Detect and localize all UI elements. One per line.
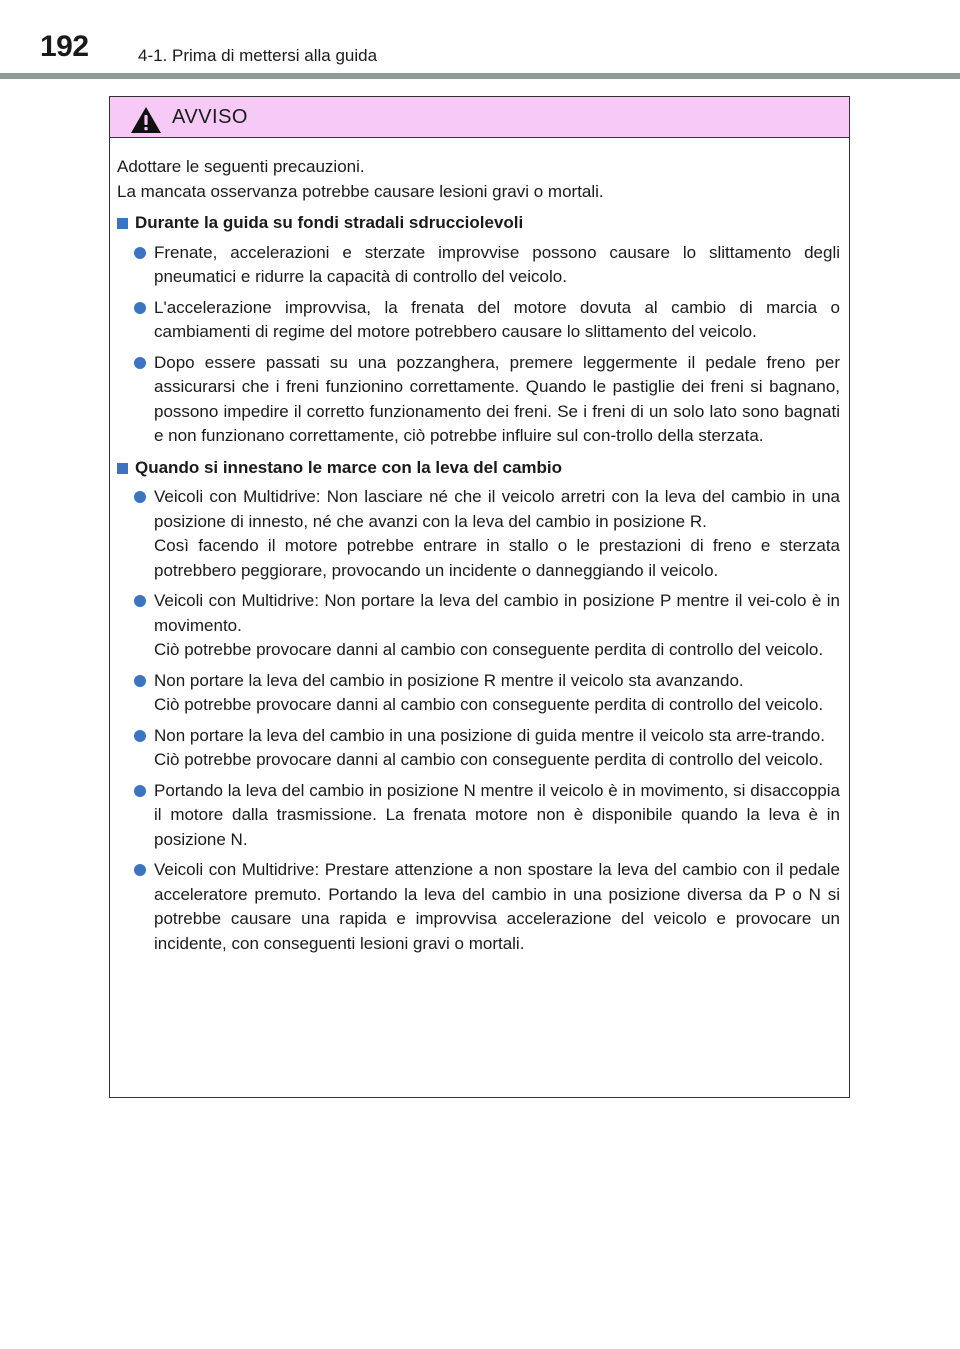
circle-bullet-icon xyxy=(134,247,146,259)
section-heading xyxy=(117,456,840,481)
circle-bullet-icon xyxy=(134,785,146,797)
intro-line: La mancata osservanza potrebbe causare lesioni gravi o mortali. xyxy=(117,181,604,201)
circle-bullet-icon xyxy=(134,730,146,742)
square-bullet-icon xyxy=(117,463,128,474)
bullet-item xyxy=(117,724,840,773)
bullet-item xyxy=(117,485,840,583)
page-header xyxy=(0,0,960,80)
bullet-item xyxy=(117,589,840,663)
circle-bullet-icon xyxy=(134,491,146,503)
bullet-text: Frenate, accelerazioni e sterzate improvvise possono causare lo slittamento degli pneumatici e ridurre la capacità di controllo del veicolo. xyxy=(154,242,840,286)
bullet-text: Veicoli con Multidrive: Prestare attenzione a non spostare la leva del cambio con il pedale acceleratore premuto. Portando la leva del cambio in una posizione diversa da P o N si potrebbe causare una rapida e improvvisa accelerazione del veicolo e provocare un incidente, con conseguenti lesioni gravi o mortali. xyxy=(154,860,840,953)
bullet-text: Veicoli con Multidrive: Non portare la leva del cambio in posizione P mentre il vei-colo è in movimento. xyxy=(154,591,840,635)
bullet-item xyxy=(117,779,840,853)
warning-header xyxy=(110,97,849,138)
bullet-text: L'accelerazione improvvisa, la frenata del motore dovuta al cambio di marcia o cambiamenti di regime del motore potrebbero causare lo slittamento del veicolo. xyxy=(154,297,840,341)
bullet-item xyxy=(117,351,840,449)
section-heading-text: Durante la guida su fondi stradali sdrucciolevoli xyxy=(135,213,524,232)
bullet-item xyxy=(117,858,840,956)
circle-bullet-icon xyxy=(134,357,146,369)
warning-intro xyxy=(117,155,840,204)
bullet-text: Non portare la leva del cambio in posizione R mentre il veicolo sta avanzando. xyxy=(154,670,744,690)
circle-bullet-icon xyxy=(134,595,146,607)
bullet-text: Veicoli con Multidrive: Non lasciare né che il veicolo arretri con la leva del cambio in una posizione di innesto, né che avanzi con la leva del cambio in posizione R. xyxy=(154,487,840,531)
header-rule xyxy=(0,73,960,79)
warning-triangle-icon xyxy=(130,106,162,134)
bullet-text: Così facendo il motore potrebbe entrare in stallo o le prestazioni di freno e sterzata potrebbero peggiorare, provocando un incidente o danneggiando il veicolo. xyxy=(154,536,840,580)
bullet-text: Ciò potrebbe provocare danni al cambio con conseguente perdita di controllo del veicolo. xyxy=(154,750,824,769)
warning-box xyxy=(109,96,850,1098)
warning-body xyxy=(110,138,849,956)
bullet-item xyxy=(117,669,840,718)
page-number: 192 xyxy=(40,30,89,63)
section-heading xyxy=(117,211,840,236)
circle-bullet-icon xyxy=(134,302,146,314)
bullet-text: Ciò potrebbe provocare danni al cambio con conseguente perdita di controllo del veicolo. xyxy=(154,695,824,714)
bullet-text: Ciò potrebbe provocare danni al cambio con conseguente perdita di controllo del veicolo. xyxy=(154,640,824,659)
intro-line: Adottare le seguenti precauzioni. xyxy=(117,157,365,176)
bullet-item xyxy=(117,296,840,345)
bullet-item xyxy=(117,241,840,290)
bullet-text: Portando la leva del cambio in posizione N mentre il veicolo è in movimento, si disaccoppia il motore dalla trasmissione. La frenata motore non è disponibile quando la leva è in posizione N. xyxy=(154,780,840,849)
section-title: 4-1. Prima di mettersi alla guida xyxy=(138,46,378,65)
warning-title: AVVISO xyxy=(172,106,248,128)
section-heading-text: Quando si innestano le marce con la leva del cambio xyxy=(135,457,563,477)
bullet-text: Non portare la leva del cambio in una posizione di guida mentre il veicolo sta arre-trando. xyxy=(154,725,825,745)
square-bullet-icon xyxy=(117,218,128,229)
circle-bullet-icon xyxy=(134,864,146,876)
circle-bullet-icon xyxy=(134,675,146,687)
bullet-text: Dopo essere passati su una pozzanghera, premere leggermente il pedale freno per assicurarsi che i freni funzionino correttamente. Quando le pastiglie dei freni si bagnano, possono impedire il corretto funzionamento dei freni. Se i freni di un solo lato sono bagnati e non funzionano correttamente, ciò potrebbe influire sul con-trollo della sterzata. xyxy=(154,352,840,445)
